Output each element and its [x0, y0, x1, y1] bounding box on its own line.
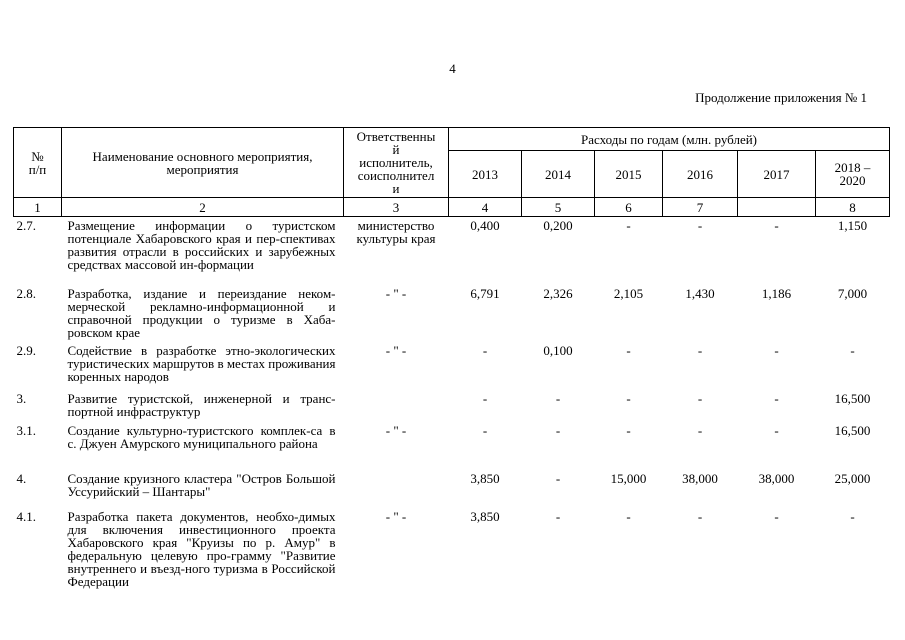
- row-name: Создание круизного кластера "Остров Большой Уссурийский – Шантары": [67, 471, 336, 499]
- continuation-label: Продолжение приложения № 1: [695, 90, 867, 105]
- column-number: [738, 198, 816, 217]
- row-number: 3.: [16, 391, 27, 406]
- row-value: -: [555, 509, 561, 524]
- table-row: [14, 508, 890, 596]
- row-value: -: [482, 343, 488, 358]
- row-value: -: [626, 343, 631, 358]
- row-value: -: [555, 423, 561, 438]
- row-value: -: [697, 423, 703, 438]
- row-value: -: [482, 391, 488, 406]
- row-value: 15,000: [610, 471, 647, 486]
- table-row: [14, 217, 890, 286]
- row-responsible: - " -: [385, 423, 407, 438]
- header-year: 2015: [595, 151, 663, 198]
- row-value: 6,791: [470, 286, 500, 301]
- row-number: 2.8.: [16, 286, 36, 301]
- row-value: -: [697, 218, 703, 233]
- header-num: № п/п: [14, 128, 62, 198]
- page-number: 4: [449, 61, 456, 76]
- column-number: 2: [62, 198, 344, 217]
- header-year: 2017: [738, 151, 816, 198]
- row-value: 7,000: [837, 286, 868, 301]
- row-value: -: [774, 343, 779, 358]
- header-year: 2014: [522, 151, 595, 198]
- row-value: 1,430: [685, 286, 715, 301]
- row-number: 2.9.: [16, 343, 36, 358]
- row-name: Развитие туристской, инженерной и транс-портной инфраструктур: [67, 391, 336, 419]
- row-number: 3.1.: [16, 423, 36, 438]
- column-number: 4: [449, 198, 522, 217]
- column-number: 6: [595, 198, 663, 217]
- row-value: -: [626, 391, 631, 406]
- column-number: 3: [344, 198, 449, 217]
- row-value: -: [774, 218, 779, 233]
- row-name: Создание культурно-туристского комплек-са в с. Джуен Амурского муниципального района: [67, 423, 336, 451]
- row-value: 2,105: [613, 286, 644, 301]
- row-name: Содействие в разработке этно-экологических туристических маршрутов в местах проживания коренных народов: [67, 343, 336, 384]
- row-value: -: [697, 391, 703, 406]
- table-row: [14, 470, 890, 508]
- row-value: -: [626, 218, 631, 233]
- row-value: -: [626, 423, 631, 438]
- row-number: 4.1.: [16, 509, 36, 524]
- row-value: 0,200: [543, 218, 573, 233]
- row-value: 0,400: [470, 218, 500, 233]
- column-number: 7: [663, 198, 738, 217]
- row-value: -: [850, 509, 855, 524]
- column-number: 1: [14, 198, 62, 217]
- row-value: -: [774, 423, 779, 438]
- header-name: Наименование основного мероприятия, мероприятия: [62, 128, 344, 198]
- table-row: [14, 390, 890, 422]
- row-name: Размещение информации о туристском потенциале Хабаровского края и пер-спективах развития отрасли в российских и зарубежных средствах массовой ин-формации: [67, 218, 336, 272]
- header-responsible: Ответственны й исполнитель, соисполнител и: [344, 128, 449, 198]
- row-value: 1,186: [761, 286, 792, 301]
- row-responsible: министерство культуры края: [356, 218, 436, 246]
- header-expenses: Расходы по годам (млн. рублей): [449, 128, 890, 151]
- row-responsible: - " -: [385, 286, 407, 301]
- row-value: -: [774, 391, 779, 406]
- column-number: 8: [816, 198, 890, 217]
- row-value: -: [555, 471, 561, 486]
- table-row: [14, 422, 890, 470]
- expenses-table: [13, 127, 890, 596]
- row-value: 2,326: [543, 286, 573, 301]
- header-year: 2016: [663, 151, 738, 198]
- header-year: 2013: [449, 151, 522, 198]
- row-value: -: [697, 343, 703, 358]
- column-number: 5: [522, 198, 595, 217]
- row-value: -: [774, 509, 779, 524]
- row-value: -: [697, 509, 703, 524]
- row-value: 16,500: [834, 391, 871, 406]
- table-row: [14, 285, 890, 342]
- row-value: 3,850: [470, 471, 500, 486]
- row-responsible: [344, 470, 449, 508]
- row-value: 38,000: [682, 471, 718, 486]
- row-value: -: [626, 509, 631, 524]
- row-value: 38,000: [758, 471, 795, 486]
- row-name: Разработка пакета документов, необхо-димых для включения инвестиционного проекта Хабаровского края "Круизы по р. Амур" в федеральную целевую про-грамму "Развитие внутреннего и въезд-ного туризма в Российской Федерации: [67, 509, 336, 589]
- row-value: 3,850: [470, 509, 500, 524]
- row-value: -: [482, 423, 488, 438]
- row-value: 1,150: [837, 218, 868, 233]
- row-name: Разработка, издание и переиздание неком-мерческой рекламно-информационной и справочной продукции о туризме в Хаба-ровском крае: [67, 286, 336, 340]
- row-number: 4.: [16, 471, 27, 486]
- row-value: 16,500: [834, 423, 871, 438]
- row-value: 25,000: [834, 471, 871, 486]
- row-value: -: [555, 391, 561, 406]
- row-number: 2.7.: [16, 218, 36, 233]
- row-value: 0,100: [543, 343, 573, 358]
- row-responsible: - " -: [385, 509, 407, 524]
- row-responsible: [344, 390, 449, 422]
- header-year: 2018 – 2020: [816, 151, 890, 198]
- table-row: [14, 342, 890, 390]
- row-responsible: - " -: [385, 343, 407, 358]
- row-value: -: [850, 343, 855, 358]
